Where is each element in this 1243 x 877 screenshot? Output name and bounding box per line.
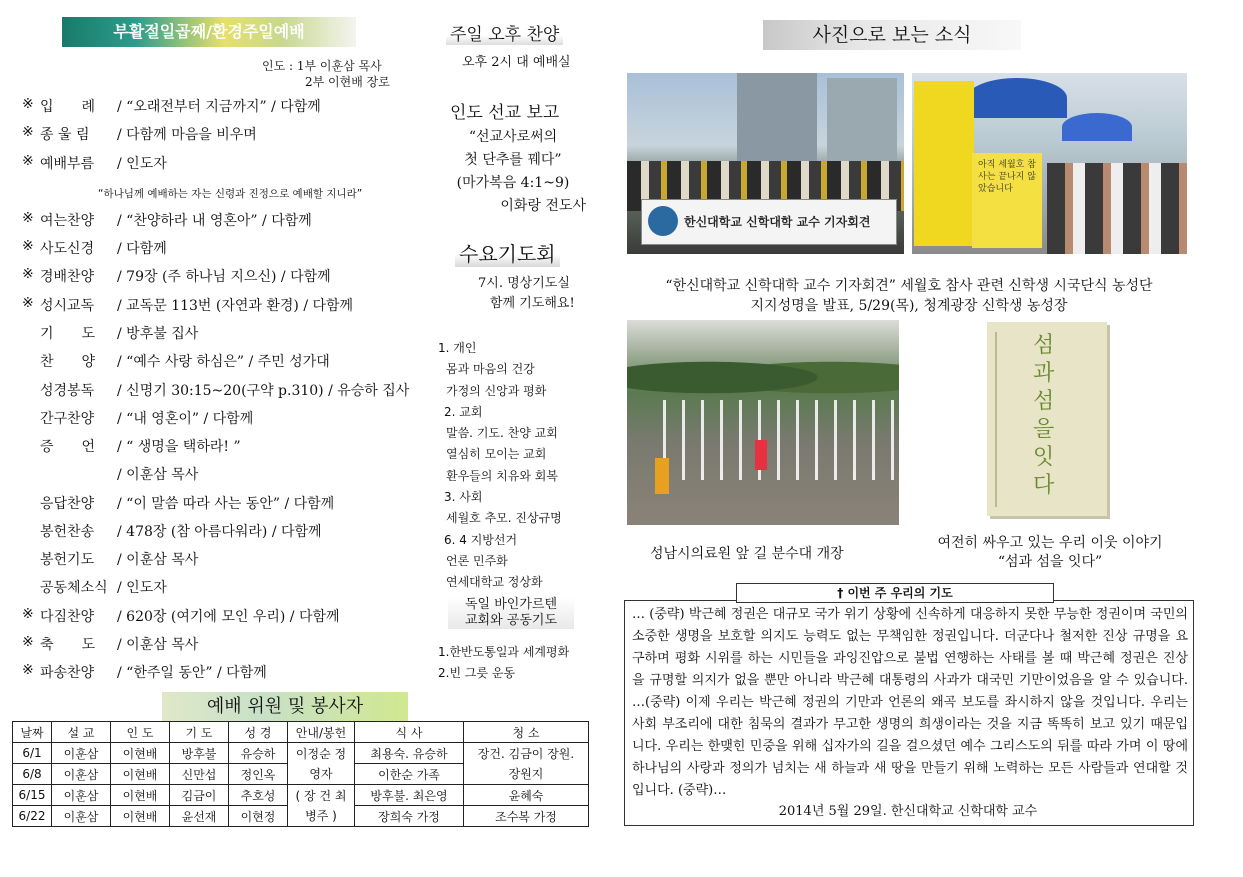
order-desc: / “이 말씀 따라 사는 동안” / 다함께 [117, 496, 335, 512]
table-cell: 이현배 [111, 806, 170, 827]
list-item: 3. 사회 [444, 490, 483, 505]
mission-report-text [440, 126, 586, 218]
list-item: 2.빈 그릇 운동 [438, 666, 516, 680]
list-item: 환우들의 치유와 회복 [446, 468, 558, 483]
afternoon-praise-title: 주일 오후 찬양 [446, 20, 563, 45]
prayer-topic-list [438, 338, 562, 594]
table-header-cell: 식 사 [355, 722, 464, 743]
table-cell: 이한순 가족 [355, 764, 464, 785]
building-shape [827, 78, 897, 168]
fountain-caption: 성남시의료원 앞 길 분수대 개장 [650, 546, 844, 562]
german-line-2: 교회와 공동기도 [464, 613, 558, 628]
scripture-note: “하나님께 예배하는 자는 신령과 진정으로 예배할 지니라” [98, 188, 363, 200]
table-cell: 6/1 [13, 743, 52, 764]
table-cell: 이현배 [111, 743, 170, 764]
caption-line-1: “한신대학교 신학대학 교수 기자회견” 세월호 참사 관련 신학생 시국단식 농성단 [665, 278, 1153, 294]
photo-news-title-banner: 사진으로 보는 소식 [763, 20, 1021, 50]
minister-line-2: 2부 이현배 장로 [305, 75, 390, 89]
table-cell: 신만섭 [170, 764, 229, 785]
clean-cell-top: 장건. 김금이 장원. 장원지 [464, 743, 589, 785]
order-desc: / 신명기 30:15~20(구약 p.310) / 유승하 집사 [117, 383, 410, 399]
table-cell: 이훈삼 [52, 785, 111, 806]
order-name: 경배찬양 [40, 269, 95, 285]
order-mark: ※ [22, 662, 34, 678]
umbrella-shape [967, 78, 1067, 118]
guide-cell-top: 이정순 정영자 [288, 743, 355, 785]
schedule-title-banner: 예배 위원 및 봉사자 [162, 692, 408, 722]
table-header-row [13, 722, 589, 743]
list-item: 열심히 모이는 교회 [446, 447, 547, 462]
table-header-cell: 인 도 [111, 722, 170, 743]
order-mark: ※ [22, 634, 34, 650]
table-cell: 장희숙 가정 [355, 806, 464, 827]
list-item: 말씀. 기도. 찬양 교회 [446, 426, 558, 441]
order-desc: / 교독문 113번 (자연과 환경) / 다함께 [117, 298, 354, 314]
fountain-photo [627, 320, 899, 525]
order-desc: / 478장 (참 아름다워라) / 다함께 [117, 524, 322, 540]
prayer-box-heading: † 이번 주 우리의 기도 [736, 583, 1054, 603]
table-row [13, 785, 589, 806]
order-desc: / 79장 (주 하나님 지으신) / 다함께 [117, 269, 331, 285]
table-header-cell: 안내/봉헌 [288, 722, 355, 743]
table-cell: 유승하 [229, 743, 288, 764]
order-desc: / 다함께 [117, 241, 167, 257]
order-name: 응답찬양 [40, 496, 95, 512]
table-cell: 이현정 [229, 806, 288, 827]
table-cell: 방후불 [170, 743, 229, 764]
table-header-cell: 설 교 [52, 722, 111, 743]
press-conference-caption [624, 276, 1194, 316]
book-spine-line [995, 332, 997, 507]
table-header-cell: 기 도 [170, 722, 229, 743]
mission-line-3: (마가복음 4:1~9) [456, 175, 570, 191]
table-cell: 이훈삼 [52, 806, 111, 827]
child-figure [755, 440, 767, 470]
order-desc: / 방후불 집사 [117, 326, 199, 342]
german-church-banner [448, 597, 574, 629]
table-cell: 이훈삼 [52, 743, 111, 764]
tree-shape [627, 350, 899, 405]
order-name: 봉헌기도 [40, 552, 95, 568]
wed-line-1: 7시. 명상기도실 [478, 276, 570, 291]
yellow-sign-text: 아직 세월호 참사는 끝나지 않았습니다 [978, 160, 1036, 194]
order-desc: / 620장 (여기에 모인 우리) / 다함께 [117, 609, 340, 625]
list-item: 6. 4 지방선거 [444, 532, 518, 547]
wed-line-2: 함께 기도해요! [490, 296, 575, 311]
order-desc: / 이훈삼 목사 [117, 637, 199, 653]
order-name: 축 도 [40, 637, 96, 653]
table-cell: 윤혜숙 [464, 785, 589, 806]
order-desc: / 인도자 [117, 580, 167, 596]
order-desc: / 인도자 [117, 156, 167, 172]
order-mark: ※ [22, 124, 34, 140]
order-name: 증 언 [40, 439, 96, 455]
order-name: 간구찬양 [40, 411, 95, 427]
people-shape [1047, 163, 1187, 254]
list-item: 연세대학교 정상화 [446, 575, 543, 590]
press-banner-logo [648, 206, 678, 236]
order-name: 기 도 [40, 326, 96, 342]
order-name: 다짐찬양 [40, 609, 95, 625]
press-conference-photo [627, 73, 904, 254]
prayer-text: … (중략) 박근혜 정권은 대규모 국가 위기 상황에 신속하게 대응하지 못한 무능한 정권이며 국민의 소중한 생명을 보호할 의지도 능력도 없는 무책임한 정권입니다. 더군다나 철저한 진상 규명을 요구하며 평화 시위를 하는 시민들을 과잉진압으로 불법 연행하는 사태를 볼 때 박근혜 정권은 진상을 규명할 의지가 없을 뿐만 아니라 박근혜 대통령의 사과가 대국민 기만이었음을 알 수 있습니다. …(중략) 이제 우리는 박근혜 정권의 기만과 언론의 왜곡 보도를 좌시하지 않을 것입니다. 우리는 사회 부조리에 대한 침묵의 결과가 무고한 생명의 희생이라는 것을 지금 똑똑히 보고 있기 때문입니다. 우리는 한맺힌 민중을 위해 십자가의 길을 걸으셨던 예수 그리스도의 뒤를 따라 가며 이 땅에 하나님의 사랑과 정의가 넘치는 새 하늘과 새 땅을 만들기 위해 노력하는 모든 사람들과 연대할 것입니다. (중략)… [632, 607, 1188, 798]
table-cell: 정인옥 [229, 764, 288, 785]
order-desc: / 다함께 마음을 비우며 [117, 127, 257, 143]
table-cell: 윤선재 [170, 806, 229, 827]
minister-line-1: 인도 : 1부 이훈삼 목사 [262, 59, 382, 73]
list-item: 가정의 신앙과 평화 [446, 383, 547, 398]
caption-line-2: 지지성명을 발표, 5/29(목), 청계광장 신학생 농성장 [750, 298, 1068, 314]
order-name: 공동체소식 [40, 580, 108, 596]
table-cell: 조수복 가정 [464, 806, 589, 827]
order-desc: / “ 생명을 택하라! ” [117, 439, 241, 455]
order-name: 입 례 [40, 99, 96, 115]
list-item: 언론 민주화 [446, 553, 508, 568]
table-cell: 이현배 [111, 785, 170, 806]
press-banner-text: 한신대학교 신학대학 교수 기자회견 [684, 215, 871, 229]
table-cell: 추호성 [229, 785, 288, 806]
order-desc: / “오래전부터 지금까지” / 다함께 [117, 99, 321, 115]
minister-info [262, 58, 390, 90]
table-header-cell: 날짜 [13, 722, 52, 743]
mission-report-title: 인도 선교 보고 [450, 103, 560, 123]
schedule-table [12, 721, 589, 827]
mission-line-1: “선교사로써의 [468, 129, 558, 145]
yellow-sign-2 [972, 153, 1042, 248]
order-name: 봉헌찬송 [40, 524, 95, 540]
mission-line-4: 이화랑 전도사 [500, 198, 586, 214]
order-name: 종 울 림 [40, 127, 90, 143]
table-cell: 이훈삼 [52, 764, 111, 785]
german-prayer-list [438, 642, 569, 684]
table-cell: 6/15 [13, 785, 52, 806]
press-banner [641, 199, 897, 245]
afternoon-praise-text: 오후 2시 대 예배실 [462, 55, 571, 70]
order-mark: ※ [22, 96, 34, 112]
order-desc: / “한주일 동안” / 다함께 [117, 665, 267, 681]
worship-title-banner: 부활절일곱째/환경주일예배 [62, 17, 356, 47]
table-header-cell: 청 소 [464, 722, 589, 743]
order-mark: ※ [22, 238, 34, 254]
table-cell: 6/22 [13, 806, 52, 827]
order-name: 성경봉독 [40, 383, 95, 399]
order-desc: / “내 영혼이” / 다함께 [117, 411, 254, 427]
table-header-cell: 성 경 [229, 722, 288, 743]
list-item: 세월호 추모. 진상규명 [446, 511, 562, 526]
table-cell: 방후불. 최은영 [355, 785, 464, 806]
order-name: 찬 양 [40, 354, 96, 370]
fountain-jets [647, 400, 897, 480]
order-desc: / 이훈삼 목사 [117, 467, 199, 483]
book-title: 섬과 섬을 잇다 [1033, 333, 1055, 498]
sit-in-photo [912, 73, 1187, 254]
order-desc: / “찬양하라 내 영혼아” / 다함께 [117, 213, 312, 229]
order-mark: ※ [22, 606, 34, 622]
mission-line-2: 첫 단추를 꿰다” [464, 152, 562, 168]
list-item: 2. 교회 [444, 404, 483, 419]
book-caption-line-1: 여전히 싸우고 있는 우리 이웃 이야기 [937, 535, 1163, 551]
order-name: 예배부름 [40, 156, 95, 172]
wednesday-prayer-title: 수요기도회 [455, 238, 560, 267]
list-item: 1.한반도통일과 세계평화 [438, 645, 570, 659]
prayer-signature: 2014년 5월 29일. 한신대학교 신학대학 교수 [778, 804, 1038, 819]
guide-cell-bottom: ( 장 건 최병주 ) [288, 785, 355, 827]
table-cell: 최용숙. 유승하 [355, 743, 464, 764]
order-name: 성시교독 [40, 298, 95, 314]
order-name: 사도신경 [40, 241, 95, 257]
yellow-sign [914, 81, 974, 246]
table-row [13, 743, 589, 764]
order-name: 여는찬양 [40, 213, 95, 229]
wednesday-prayer-text [478, 274, 575, 314]
order-desc: / “예수 사랑 하심은” / 주민 성가대 [117, 354, 330, 370]
order-mark: ※ [22, 295, 34, 311]
list-item: 1. 개인 [438, 341, 477, 355]
book-caption [920, 534, 1180, 572]
building-shape [737, 73, 817, 168]
umbrella-shape [1062, 113, 1132, 141]
order-desc: / 이훈삼 목사 [117, 552, 199, 568]
book-cover-image [987, 322, 1107, 516]
order-mark: ※ [22, 153, 34, 169]
child-figure [655, 458, 669, 494]
order-mark: ※ [22, 210, 34, 226]
german-line-1: 독일 바인가르텐 [464, 597, 558, 612]
table-cell: 김금이 [170, 785, 229, 806]
list-item: 몸과 마음의 건강 [446, 362, 535, 377]
order-mark: ※ [22, 266, 34, 282]
table-cell: 이현배 [111, 764, 170, 785]
book-caption-line-2: “섬과 섬을 잇다” [997, 554, 1103, 570]
order-name: 파송찬양 [40, 665, 95, 681]
table-cell: 6/8 [13, 764, 52, 785]
